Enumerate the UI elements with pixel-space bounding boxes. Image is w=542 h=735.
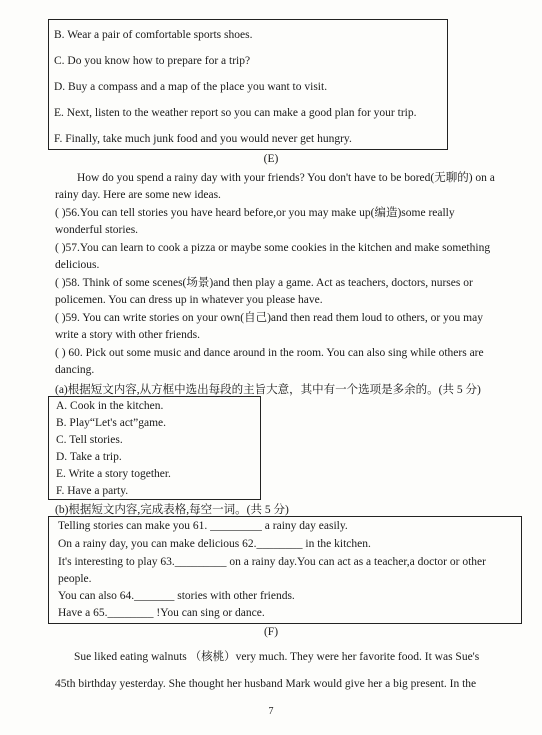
part-b-line-65: Have a 65.________ !You can sing or dance. [58,607,265,619]
section-e-item-60: ( ) 60. Pick out some music and dance around in the room. You can also sing while others are dancing. [55,347,484,376]
part-a-option-a: A. Cook in the kitchen. [56,400,164,412]
part-b-instruction: (b)根据短文内容,完成表格,每空一词。(共 5 分) [55,504,289,516]
part-a-option-e: E. Write a story together. [56,468,171,480]
part-b-line-63: It's interesting to play 63._________ on a rainy day.You can act as a teacher,a doctor or other [58,556,486,568]
section-f-line-1: Sue liked eating walnuts （核桃）very much. They were her favorite food. It was Sue's [74,651,480,663]
part-b-line-63-cont: people. [58,573,92,585]
top-option-f: F. Finally, take much junk food and you would never get hungry. [54,133,352,145]
top-option-b: B. Wear a pair of comfortable sports shoes. [54,29,253,41]
top-option-c: C. Do you know how to prepare for a trip? [54,55,251,67]
part-a-option-d: D. Take a trip. [56,451,122,463]
section-e-item-59: ( )59. You can write stories on your own(自己)and then read them loud to others, or you may write a story with other friends. [55,312,483,341]
part-a-option-f: F. Have a party. [56,485,129,497]
part-b-line-62: On a rainy day, you can make delicious 62.________ in the kitchen. [58,538,371,550]
page-number: 7 [268,706,274,717]
top-option-e: E. Next, listen to the weather report so you can make a good plan for your trip. [54,107,417,119]
section-f-line-2: 45th birthday yesterday. She thought her husband Mark would give her a big present. In the [55,678,477,690]
section-e-item-56: ( )56.You can tell stories you have heard before,or you may make up(编造)some really wonderful stories. [55,207,455,236]
section-e-item-58: ( )58. Think of some scenes(场景)and then play a game. Act as teachers, doctors, nurses or policemen. You can dress up in whatever you please have. [55,277,473,306]
top-option-d: D. Buy a compass and a map of the place you want to visit. [54,81,328,93]
part-b-line-64: You can also 64._______ stories with other friends. [58,590,295,602]
section-e-intro: How do you spend a rainy day with your friends? You don't have to be bored(无聊的) on a rainy day. Here are some new ideas. [55,172,495,201]
section-e-item-57: ( )57.You can learn to cook a pizza or maybe some cookies in the kitchen and make something delicious. [55,242,491,271]
part-a-option-c: C. Tell stories. [56,434,123,446]
section-f-label: (F) [263,626,279,638]
part-a-instruction: (a)根据短文内容,从方框中选出每段的主旨大意，其中有一个选项是多余的。(共 5 分) [55,384,481,396]
part-b-line-61: Telling stories can make you 61. _________ a rainy day easily. [58,520,348,532]
section-e-label: (E) [263,153,279,165]
part-a-option-b: B. Play“Let's act”game. [56,417,167,429]
